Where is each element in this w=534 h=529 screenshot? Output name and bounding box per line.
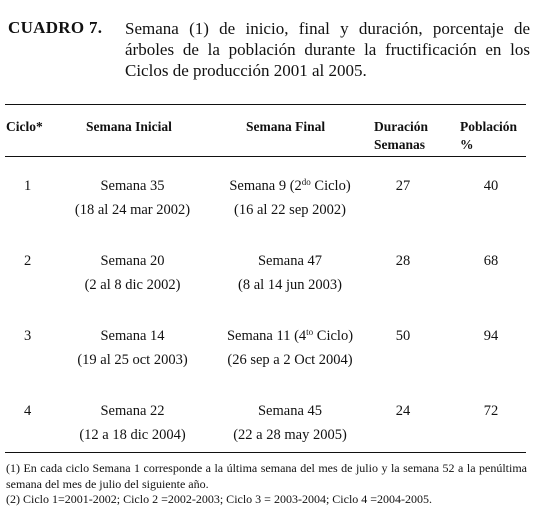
cell-semana-final bbox=[215, 324, 365, 372]
header-ciclo: Ciclo* bbox=[6, 119, 43, 134]
cell-ciclo: 1 bbox=[24, 178, 32, 194]
header-duracion-line2: Semanas bbox=[374, 137, 426, 152]
cell-final-text: Semana 45 bbox=[257, 403, 323, 419]
cell-ciclo: 4 bbox=[24, 403, 32, 419]
cell-final-text: Semana 11 (4 bbox=[226, 328, 307, 344]
cell-inicial-semana: Semana 14 bbox=[100, 328, 165, 344]
cell-final-fechas: (8 al 14 jun 2003) bbox=[238, 277, 342, 293]
cell-inicial-fechas: (19 al 25 oct 2003) bbox=[77, 352, 188, 368]
cell-inicial-fechas: (2 al 8 dic 2002) bbox=[84, 277, 181, 293]
cell-semana-inicial bbox=[56, 324, 209, 372]
header-poblacion-line2: % bbox=[460, 137, 474, 152]
caption-line: Semana (1) de inicio, final y duración, porcentaje de bbox=[125, 19, 530, 38]
cell-final-fechas: (16 al 22 sep 2002) bbox=[234, 202, 346, 218]
cell-semana-inicial bbox=[56, 399, 209, 447]
cell-final-semana bbox=[215, 324, 365, 348]
caption-label: CUADRO 7. bbox=[8, 18, 103, 37]
caption-line: Ciclos de producción 2001 al 2005. bbox=[125, 61, 367, 80]
cell-inicial-fechas: (18 al 24 mar 2002) bbox=[74, 202, 191, 218]
top-rule bbox=[5, 104, 526, 105]
footnote: (1) En cada ciclo Semana 1 corresponde a la última semana del mes de julio y la semana 52 a la penúltima semana del mes de julio del siguiente año. bbox=[6, 461, 527, 491]
header-poblacion-line1: Población bbox=[460, 119, 518, 134]
cell-semana-inicial bbox=[56, 249, 209, 297]
header-duracion-line1: Duración bbox=[374, 119, 428, 134]
cell-final-text: Semana 47 bbox=[257, 253, 323, 269]
cell-final-semana bbox=[215, 174, 365, 198]
cell-poblacion: 40 bbox=[483, 178, 499, 194]
cell-inicial-semana: Semana 22 bbox=[100, 403, 165, 419]
header-duracion bbox=[374, 118, 444, 154]
header-semana-final: Semana Final bbox=[246, 119, 326, 134]
cell-final-fechas: (26 sep a 2 Oct 2004) bbox=[227, 352, 353, 368]
caption-text bbox=[125, 18, 530, 81]
caption-line: árboles de la población durante la fructificación en los bbox=[125, 40, 530, 59]
cell-final-suffix: Ciclo) bbox=[310, 178, 351, 194]
cell-poblacion: 68 bbox=[483, 253, 499, 269]
cell-duracion: 24 bbox=[395, 403, 411, 419]
cell-inicial-semana: Semana 35 bbox=[100, 178, 165, 194]
cell-final-suffix: Ciclo) bbox=[313, 328, 354, 344]
bottom-rule bbox=[5, 452, 526, 453]
header-poblacion bbox=[460, 118, 530, 154]
cell-semana-final bbox=[215, 399, 365, 447]
cell-final-text: Semana 9 (2 bbox=[229, 178, 302, 194]
header-semana-inicial: Semana Inicial bbox=[86, 119, 172, 134]
cell-final-semana bbox=[215, 249, 365, 273]
footnote: (2) Ciclo 1=2001-2002; Ciclo 2 =2002-2003; Ciclo 3 = 2003-2004; Ciclo 4 =2004-2005. bbox=[6, 492, 433, 506]
cell-duracion: 50 bbox=[395, 328, 411, 344]
cell-duracion: 28 bbox=[395, 253, 411, 269]
header-rule bbox=[5, 156, 526, 157]
cell-semana-final bbox=[215, 174, 365, 222]
cell-final-ordinal: do bbox=[301, 177, 311, 187]
cell-final-fechas: (22 a 28 may 2005) bbox=[233, 427, 347, 443]
cell-semana-inicial bbox=[56, 174, 209, 222]
table-footnotes bbox=[6, 461, 527, 508]
cell-duracion: 27 bbox=[395, 178, 411, 194]
cell-ciclo: 3 bbox=[24, 328, 32, 344]
cell-final-semana bbox=[215, 399, 365, 423]
cell-poblacion: 94 bbox=[483, 328, 499, 344]
cell-inicial-semana: Semana 20 bbox=[100, 253, 165, 269]
cell-semana-final bbox=[215, 249, 365, 297]
cell-final-ordinal: to bbox=[306, 327, 314, 337]
cell-ciclo: 2 bbox=[24, 253, 32, 269]
cell-inicial-fechas: (12 a 18 dic 2004) bbox=[79, 427, 186, 443]
cell-poblacion: 72 bbox=[483, 403, 499, 419]
